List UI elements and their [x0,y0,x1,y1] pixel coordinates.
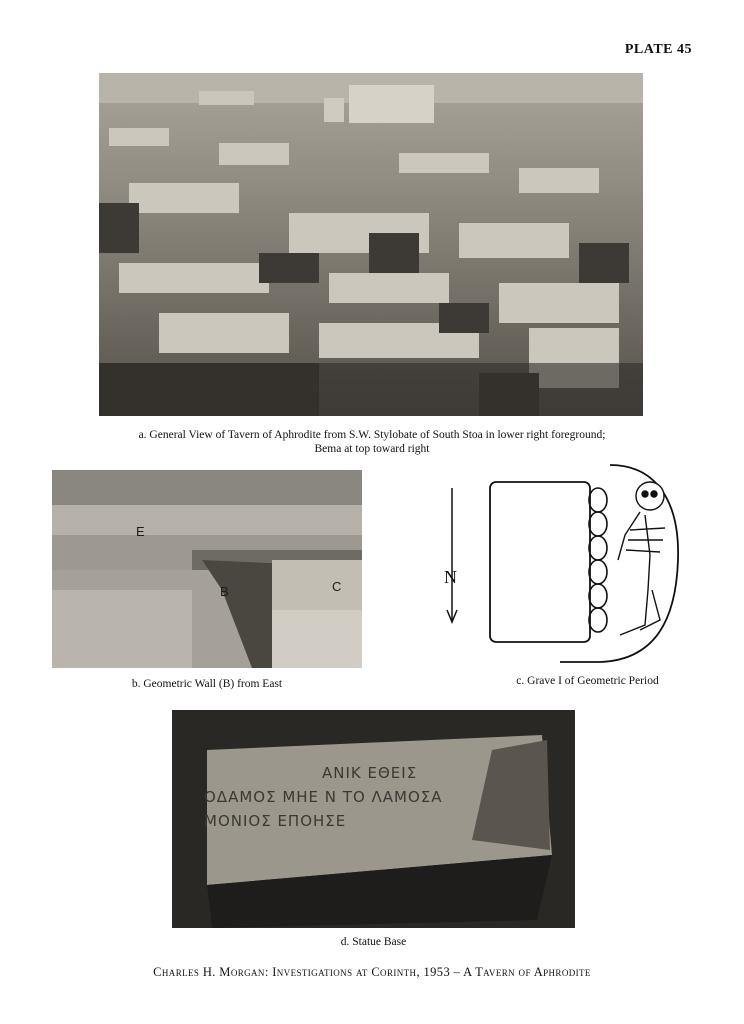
photo-d-statue-base [172,710,575,928]
north-label: N [444,567,457,587]
plate-number: PLATE 45 [624,42,692,57]
skeleton-icon [618,482,665,635]
label-e: E [136,524,145,539]
caption-a-line2: Bema at top toward right [314,443,430,455]
label-c: C [332,579,342,594]
caption-c: c. Grave I of Geometric Period [516,675,659,687]
inscription-line-3: ΜΟΝΙΟΣ ΕΠΟΗΣΕ [204,812,347,830]
drawing-c-grave [440,460,690,670]
caption-d: d. Statue Base [340,936,407,948]
plate-credit: Charles H. Morgan: Investigations at Corinth, 1953 – A Tavern of Aphrodite [153,965,591,979]
caption-a-line1: a. General View of Tavern of Aphrodite from S.W. Stylobate of South Stoa in lower right foreground; [138,429,606,441]
photo-a-general-view [99,73,643,416]
photo-b-geometric-wall [52,470,362,668]
inscription-line-1: ΑΝΙΚ ΕΘΕΙΣ [322,764,418,782]
caption-a [60,428,684,456]
caption-b: b. Geometric Wall (B) from East [131,678,283,690]
inscription-line-2: ΟΔΑΜΟΣ ΜΗΕ Ν ΤΟ ΛΑΜΟΣΑ [204,788,443,806]
grave-slab [490,482,590,642]
label-b: B [220,584,229,599]
